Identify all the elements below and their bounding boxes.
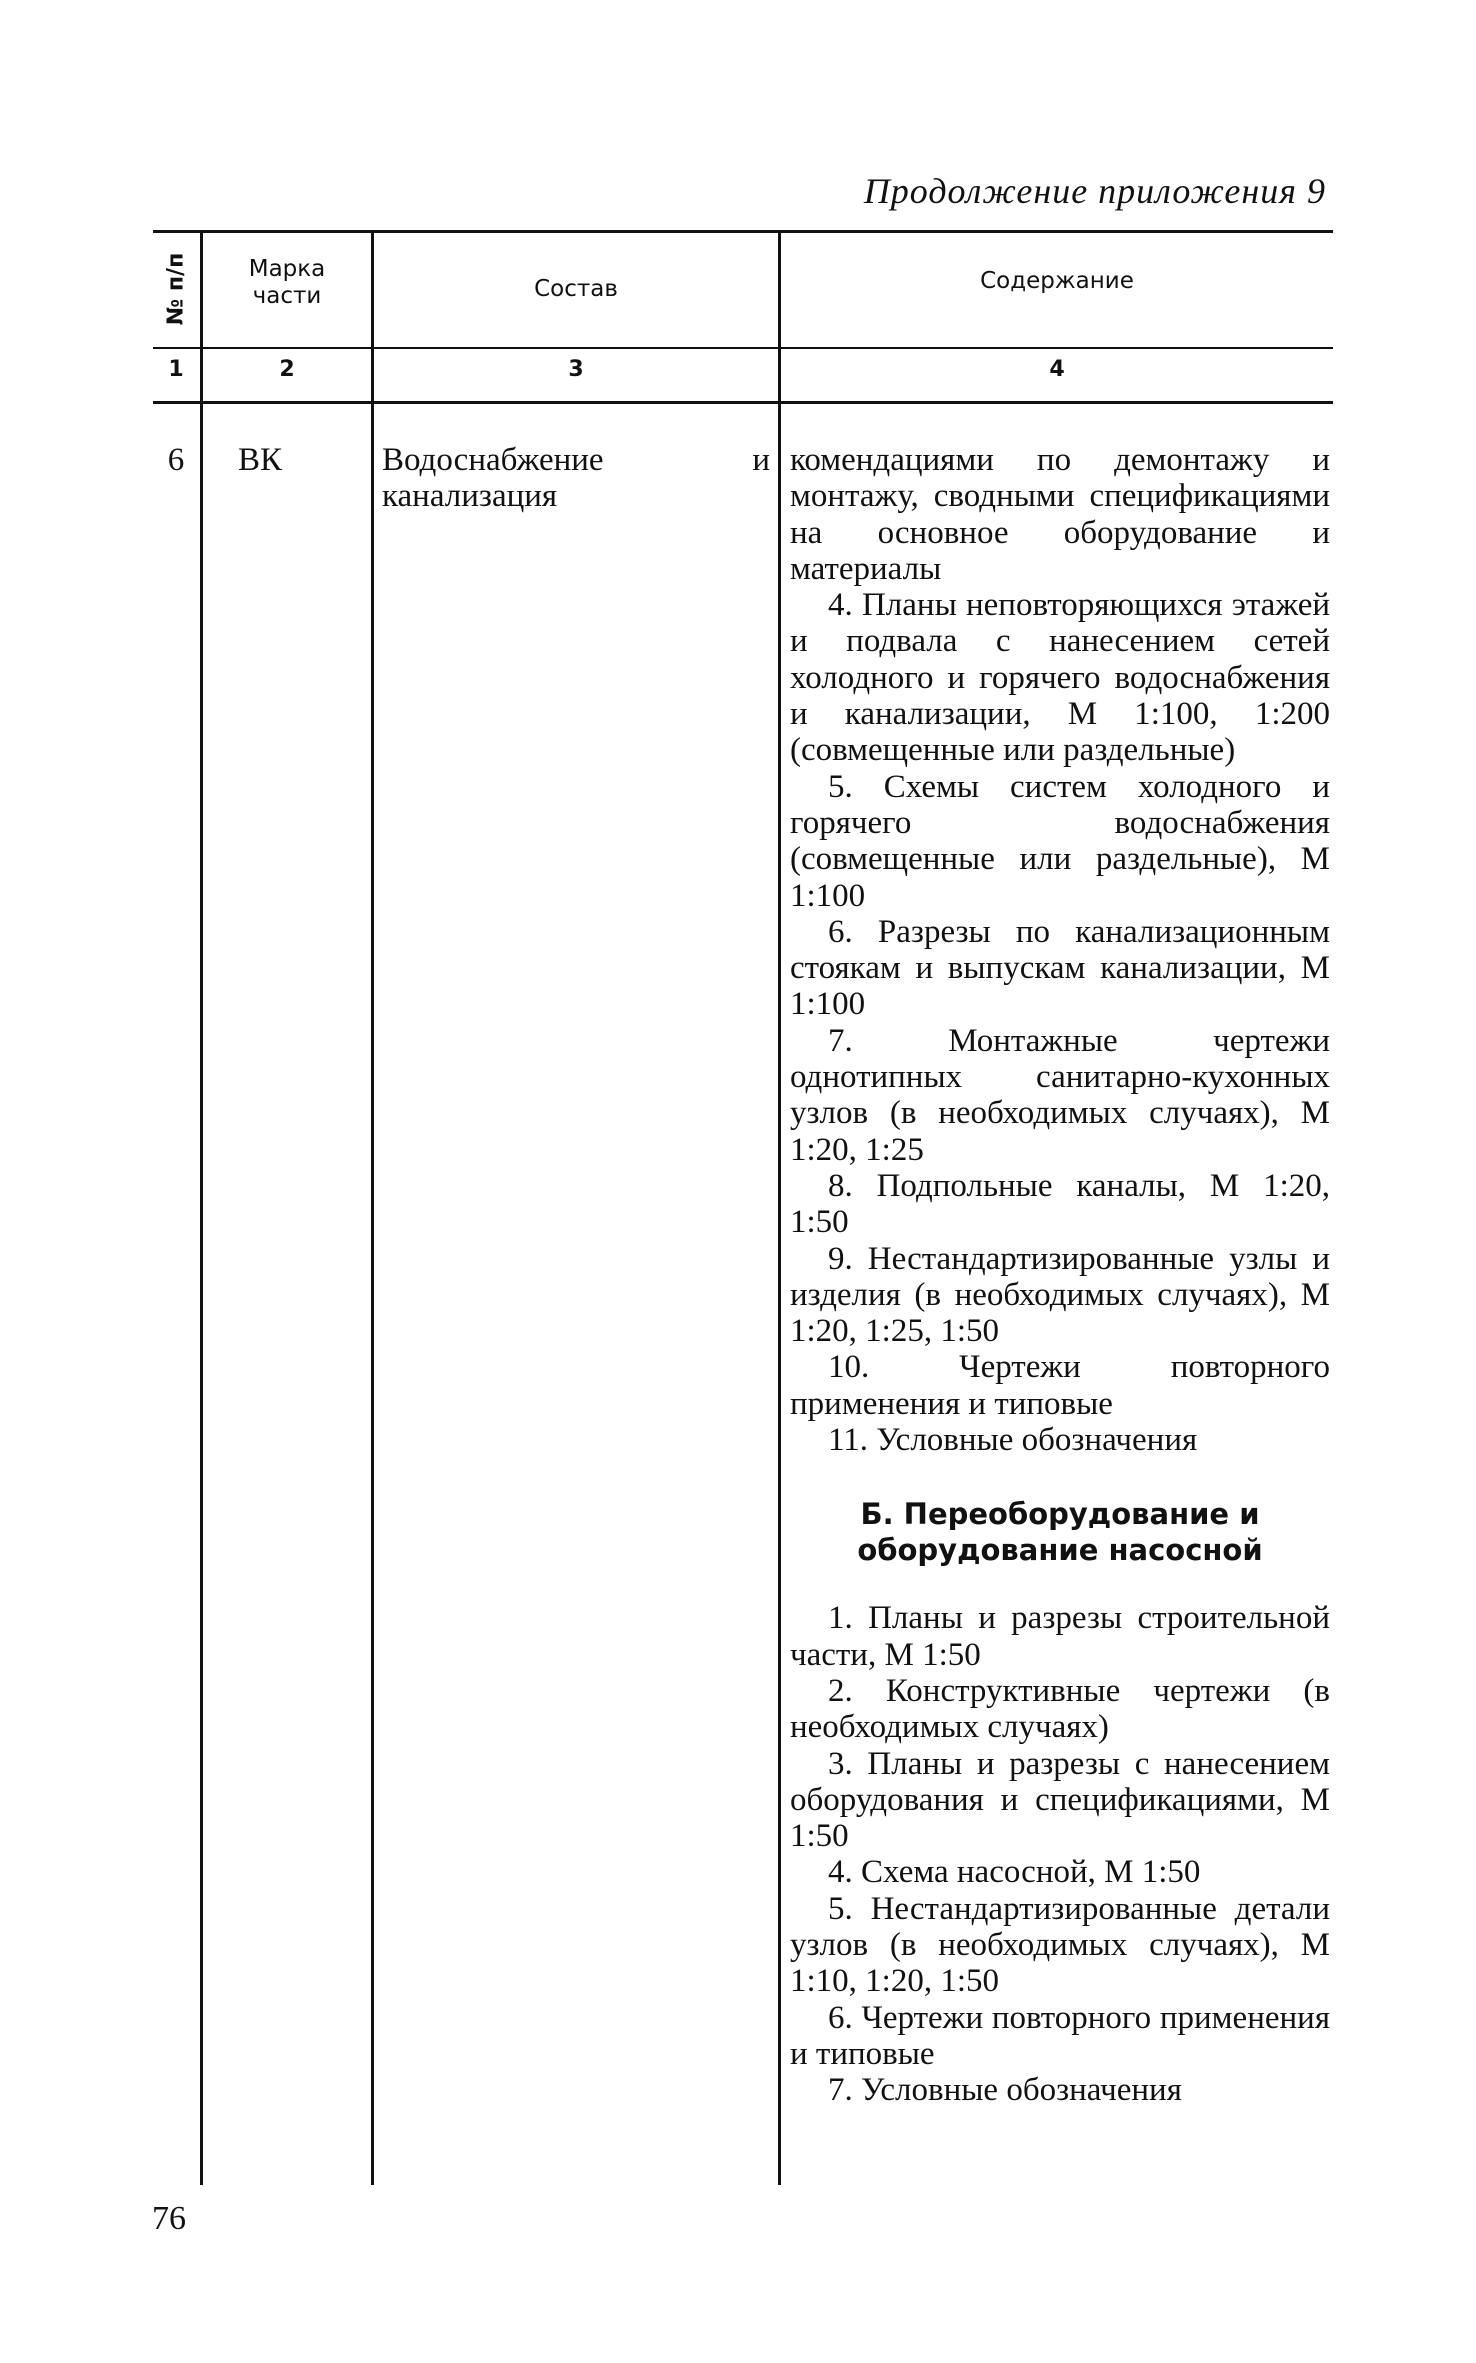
header-number-column xyxy=(152,230,200,347)
header-number-label: № п/п xyxy=(163,252,189,325)
row-number: 6 xyxy=(167,442,185,478)
content-item-b-1: 1. Планы и разрезы строительной части, М 1:50 xyxy=(790,1600,1330,1673)
content-item-b-3: 3. Планы и разрезы с нанесением оборудования и спецификациями, М 1:50 xyxy=(790,1745,1330,1855)
column-number-3: 3 xyxy=(568,357,584,382)
column-number-1: 1 xyxy=(168,357,184,382)
row-mark: ВК xyxy=(238,442,283,478)
column-divider-3 xyxy=(778,230,781,2185)
column-number-4: 4 xyxy=(1049,357,1065,382)
section-b-title: Б. Переоборудование и оборудование насосной xyxy=(857,1497,1263,1568)
content-item-a-4: 4. Планы неповторяющихся этажей и подвала с нанесением сетей холодного и горячего водоснабжения и канализации, М 1:100, 1:200 (совмещенные или раздельные) xyxy=(790,587,1330,769)
content-item-a-11: 11. Условные обозначения xyxy=(828,1422,1198,1459)
header-bottom-rule xyxy=(153,347,1333,349)
row-sostav-line-1: Водоснабжение и xyxy=(382,442,770,478)
content-item-a-10: 10. Чертежи повторного применения и типовые xyxy=(790,1349,1330,1422)
column-divider-2 xyxy=(371,230,374,2185)
content-item-a-7: 7. Монтажные чертежи однотипных санитарно-кухонных узлов (в необходимых случаях), М 1:20, 1:25 xyxy=(790,1022,1330,1168)
content-item-b-4: 4. Схема насосной, М 1:50 xyxy=(828,1854,1201,1891)
column-divider-1 xyxy=(200,230,203,2185)
column-numbers-rule xyxy=(153,401,1333,404)
row-sostav-line-2: канализация xyxy=(382,478,558,514)
content-item-b-6: 6. Чертежи повторного применения и типовые xyxy=(790,1999,1330,2072)
row-content xyxy=(790,442,1330,2108)
header-content-column: Содержание xyxy=(980,268,1134,294)
header-mark-column: Марка части xyxy=(248,256,326,309)
content-item-a-6: 6. Разрезы по канализационным стоякам и выпускам канализации, М 1:100 xyxy=(790,913,1330,1023)
content-item-a-9: 9. Нестандартизированные узлы и изделия (в необходимых случаях), М 1:20, 1:25, 1:50 xyxy=(790,1240,1330,1350)
content-item-a-8: 8. Подпольные каналы, М 1:20, 1:50 xyxy=(790,1167,1330,1241)
table-top-rule xyxy=(153,230,1333,233)
running-head: Продолжение приложения 9 xyxy=(863,171,1326,211)
content-item-b-5: 5. Нестандартизированные детали узлов (в необходимых случаях), М 1:10, 1:20, 1:50 xyxy=(790,1890,1330,2000)
header-sostav-column: Состав xyxy=(534,276,618,302)
row-sostav xyxy=(382,442,770,514)
content-item-b-7: 7. Условные обозначения xyxy=(828,2072,1182,2109)
page-number: 76 xyxy=(152,2200,186,2237)
column-number-2: 2 xyxy=(279,357,295,382)
content-item-b-2: 2. Конструктивные чертежи (в необходимых случаях) xyxy=(790,1672,1330,1746)
content-item-a-5: 5. Схемы систем холодного и горячего водоснабжения (совмещенные или раздельные), М 1:100 xyxy=(790,768,1330,914)
content-intro: комендациями по демонтажу и монтажу, сводными спецификациями на основное оборудование и материалы xyxy=(790,442,1330,587)
